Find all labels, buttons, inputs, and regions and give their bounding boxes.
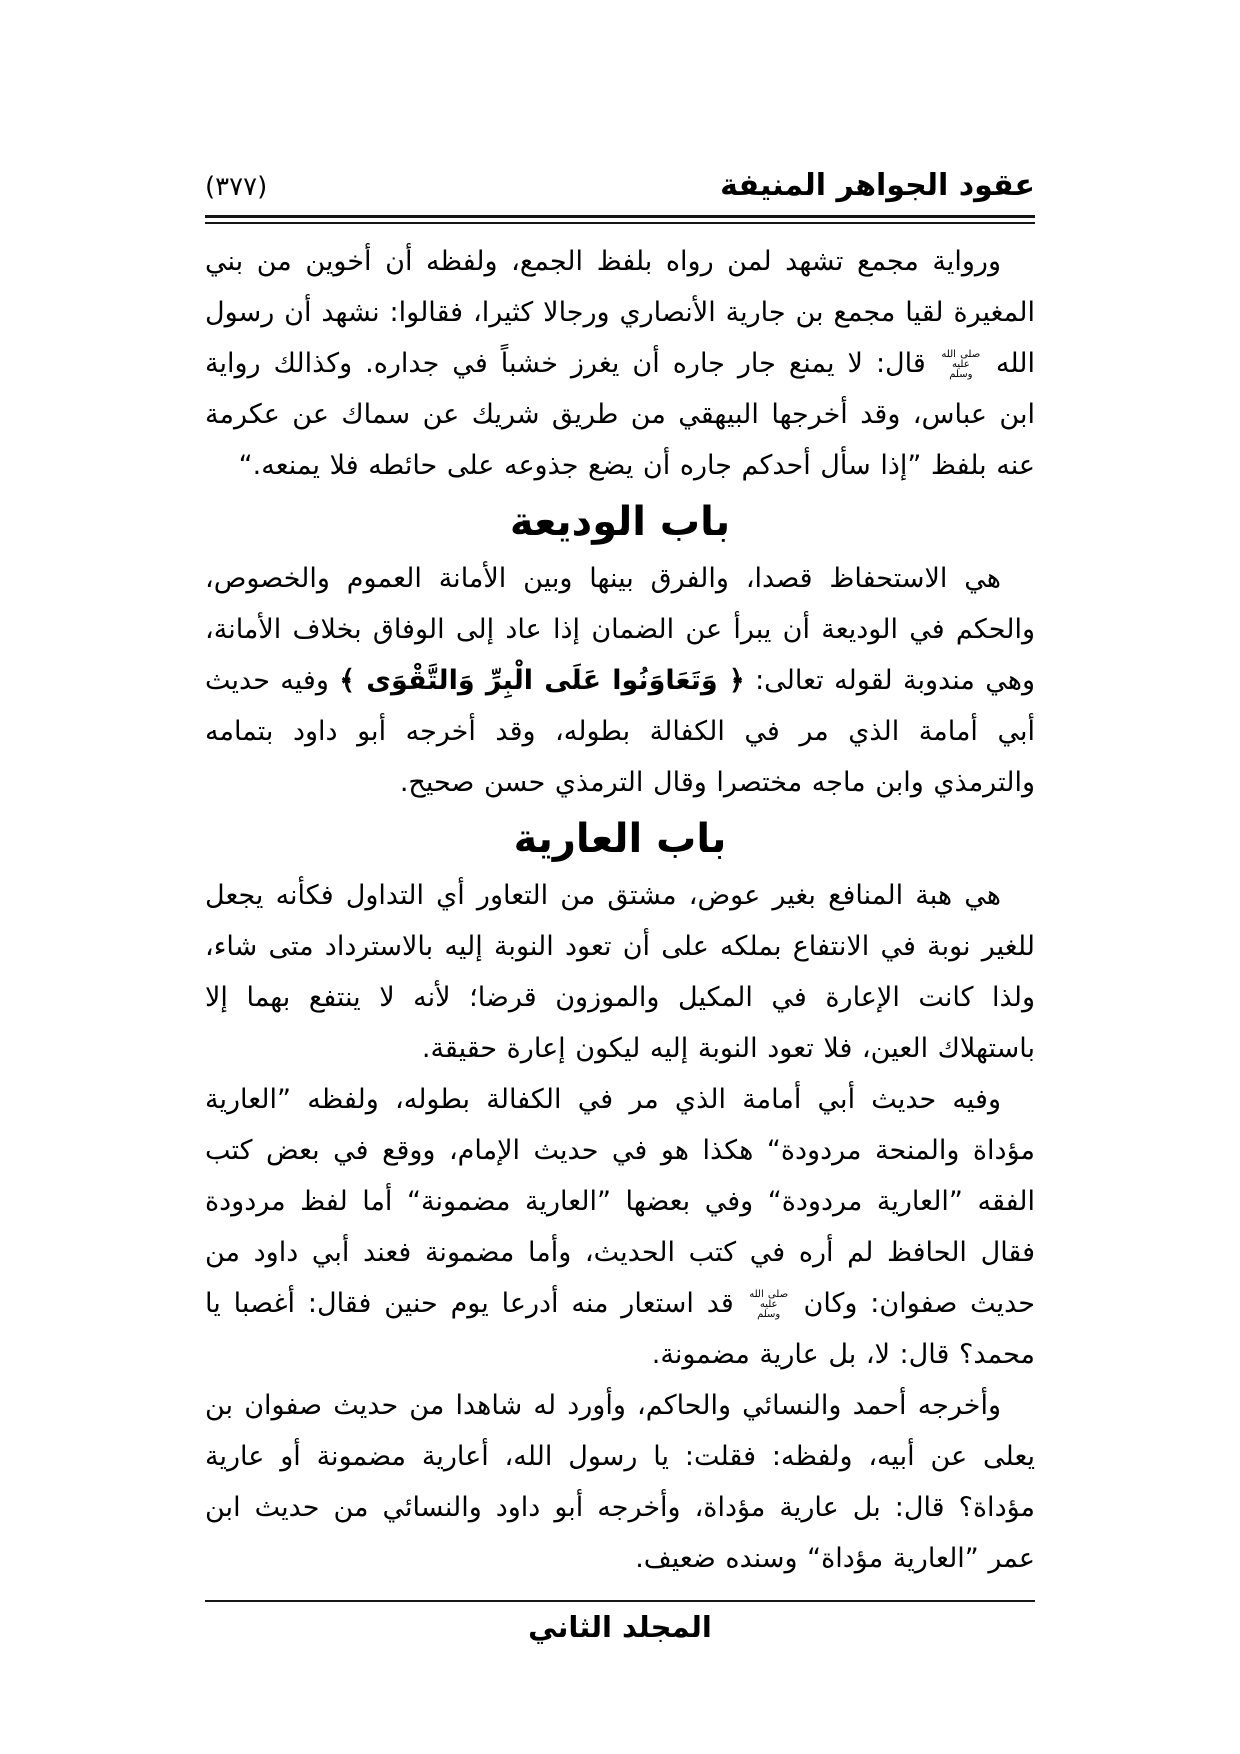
book-title: عقود الجواهر المنيفة [720, 168, 1035, 203]
paragraph-mujamma-narration [205, 236, 1035, 491]
pbuh-ligature: صلى الله عليه وسلم [941, 348, 981, 380]
page-footer [205, 1600, 1035, 1644]
paragraph-text: قال: لا يمنع جار جاره أن يغرز خشباً في جداره. وكذالك رواية ابن عباس، وقد أخرجها البيهقي من طريق شريك عن سماك عن عكرمة عنه بلفظ ”إذا سأل أحدكم جاره أن يضع جذوعه على حائطه فلا يمنعه.“ [205, 348, 1035, 481]
page-number: (٣٧٧) [205, 172, 268, 202]
chapter-heading-ariya: باب العارية [513, 816, 727, 862]
paragraph-text: وفيه حديث أبي أمامة الذي مر في الكفالة بطوله، وقد أخرجه أبو داود بتمامه والترمذي وابن ماجه مختصرا وقال الترمذي حسن صحيح. [205, 665, 1035, 798]
page-header [205, 168, 1035, 203]
pbuh-ligature: صلى الله عليه وسلم [749, 1288, 789, 1320]
chapter-heading-wadia: باب الوديعة [509, 499, 731, 545]
paragraph-text: هي الاستحفاظ قصدا، والفرق بينها وبين الأمانة العموم والخصوص، والحكم في الوديعة أن يبرأ عن الضمان إذا عاد إلى الوفاق بخلاف الأمانة، وهي مندوبة لقوله تعالى: [205, 563, 1036, 696]
paragraph-text: قد استعار منه أدرعا يوم حنين فقال: أغصبا يا محمد؟ قال: لا، بل عارية مضمونة. [205, 1288, 1035, 1370]
header-double-rule [205, 215, 1035, 224]
paragraph-takhrij-safwan: وأخرجه أحمد والنسائي والحاكم، وأورد له شاهدا من حديث صفوان بن يعلى عن أبيه، ولفظه: فقلت: يا رسول الله، أعارية مضمونة أو عارية مؤداة؟ قال: بل عارية مؤداة، وأخرجه أبو داود والنسائي من حديث ابن عمر ”العارية مؤداة“ وسنده ضعيف. [205, 1390, 1035, 1574]
paragraph-text: ورواية مجمع تشهد لمن رواه بلفظ الجمع، ولفظه أن أخوين من بني المغيرة لقيا مجمع بن جارية الأنصاري ورجالا كثيرا، فقالوا: نشهد أن رسول الله [205, 246, 1035, 379]
quran-verse: ﴿ وَتَعَاوَنُوا عَلَى الْبِرِّ وَالتَّقْوَى ﴾ [339, 665, 745, 696]
paragraph-wadia-definition [205, 553, 1035, 808]
paragraph-ariya-definition: هي هبة المنافع بغير عوض، مشتق من التعاور أي التداول فكأنه يجعل للغير نوبة في الانتفاع بملكه على أن تعود النوبة إليه بالاسترداد متى شاء، ولذا كانت الإعارة في المكيل والموزون قرضا؛ لأنه لا ينتفع بهما إلا باستهلاك العين، فلا تعود النوبة إليه ليكون إعارة حقيقة. [205, 880, 1035, 1064]
footer-rule [205, 1600, 1035, 1602]
volume-label: المجلد الثاني [528, 1610, 712, 1644]
page-body [205, 236, 1035, 1584]
paragraph-abu-umama-hadith [205, 1074, 1035, 1380]
paragraph-text: وفيه حديث أبي أمامة الذي مر في الكفالة بطوله، ولفظه ”العارية مؤداة والمنحة مردودة“ هكذا هو في حديث الإمام، ووقع في بعض كتب الفقه ”العارية مردودة“ وفي بعضها ”العارية مضمونة“ أما لفظ مردودة فقال الحافظ لم أره في كتب الحديث، وأما مضمونة فعند أبي داود من حديث صفوان: وكان [205, 1084, 1036, 1319]
